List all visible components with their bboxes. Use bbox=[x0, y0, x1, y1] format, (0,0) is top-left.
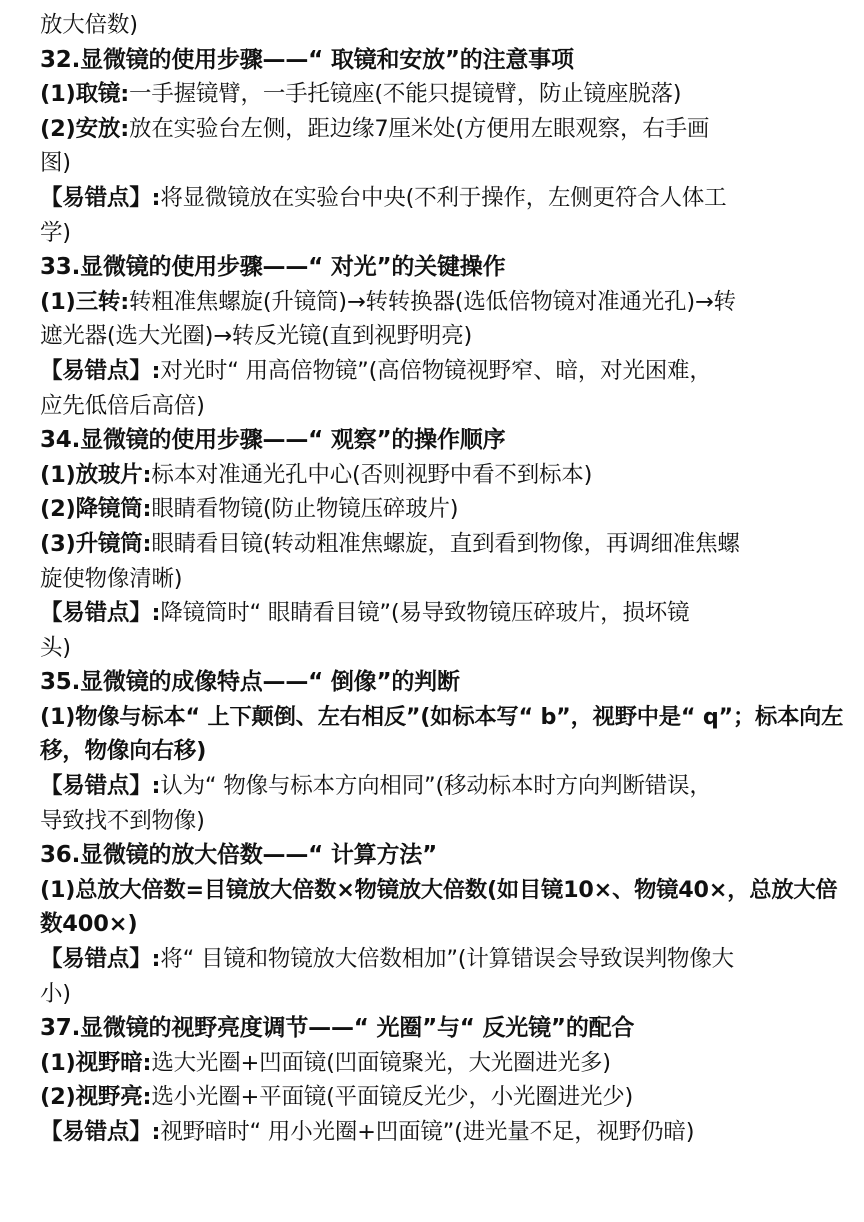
text-line bbox=[40, 907, 828, 942]
bold-run: (2)视野亮: bbox=[40, 1084, 152, 1111]
bold-run: 【易错点】: bbox=[40, 600, 161, 627]
text-line bbox=[40, 112, 828, 147]
text-run: 将显微镜放在实验台中央(不利于操作，左侧更符合人体工 bbox=[160, 184, 727, 211]
bold-run: (1)放玻片: bbox=[40, 461, 152, 488]
section-heading bbox=[40, 665, 828, 700]
bold-run: 【易错点】: bbox=[40, 773, 161, 800]
text-line bbox=[40, 596, 828, 631]
text-line bbox=[40, 527, 828, 562]
text-line bbox=[40, 769, 828, 804]
bold-run: (1)总放大倍数=目镜放大倍数×物镜放大倍数(如目镜10×、物镜40×，总放大倍 bbox=[40, 876, 838, 903]
text-line bbox=[40, 562, 828, 597]
section-heading bbox=[40, 1011, 828, 1046]
section-heading bbox=[40, 838, 828, 873]
text-run: 眼睛看物镜(防止物镜压碎玻片) bbox=[151, 496, 459, 523]
text-run: 标本对准通光孔中心(否则视野中看不到标本) bbox=[151, 461, 593, 488]
bold-run: 32.显微镜的使用步骤——“ 取镜和安放”的注意事项 bbox=[40, 46, 574, 73]
bold-run: 移，物像向右移) bbox=[40, 738, 207, 765]
section-heading bbox=[40, 43, 828, 78]
text-line bbox=[40, 216, 828, 251]
bold-run: (1)视野暗: bbox=[40, 1049, 152, 1076]
text-run: 旋使物像清晰) bbox=[40, 565, 183, 592]
bold-run: 【易错点】: bbox=[40, 1119, 161, 1145]
text-line bbox=[40, 181, 828, 216]
bold-run: 34.显微镜的使用步骤——“ 观察”的操作顺序 bbox=[40, 427, 506, 454]
text-line bbox=[40, 492, 828, 527]
bold-run: 数400×) bbox=[40, 911, 138, 938]
bold-run: (1)取镜: bbox=[40, 81, 130, 108]
text-run: 选大光圈+凹面镜(凹面镜聚光，大光圈进光多) bbox=[151, 1049, 611, 1076]
text-line bbox=[40, 1115, 828, 1150]
text-line bbox=[40, 354, 828, 389]
text-run: 小) bbox=[40, 980, 71, 1007]
bold-run: (2)降镜筒: bbox=[40, 496, 152, 523]
text-line bbox=[40, 734, 828, 769]
bold-run: (1)物像与标本“ 上下颠倒、左右相反”(如标本写“ b”，视野中是“ q”；标本向左 bbox=[40, 703, 844, 730]
text-line bbox=[40, 319, 828, 354]
text-line bbox=[40, 631, 828, 666]
text-run: 放在实验台左侧，距边缘7厘米处(方便用左眼观察，右手画 bbox=[129, 115, 710, 142]
text-line bbox=[40, 146, 828, 181]
section-heading bbox=[40, 423, 828, 458]
text-run: 遮光器(选大光圈)→转反光镜(直到视野明亮) bbox=[40, 323, 473, 350]
bold-run: 33.显微镜的使用步骤——“ 对光”的关键操作 bbox=[40, 254, 506, 281]
text-run: 图) bbox=[40, 150, 71, 177]
text-run: 降镜筒时“ 眼睛看目镜”(易导致物镜压碎玻片，损坏镜 bbox=[160, 600, 690, 627]
text-line bbox=[40, 977, 828, 1012]
bold-run: 36.显微镜的放大倍数——“ 计算方法” bbox=[40, 842, 437, 869]
text-line bbox=[40, 389, 828, 424]
text-run: 应先低倍后高倍) bbox=[40, 392, 205, 419]
text-run: 认为“ 物像与标本方向相同”(移动标本时方向判断错误， bbox=[160, 773, 712, 800]
text-run: 眼睛看目镜(转动粗准焦螺旋，直到看到物像，再调细准焦螺 bbox=[151, 530, 740, 557]
text-line bbox=[40, 1046, 828, 1081]
text-run: 视野暗时“ 用小光圈+凹面镜”(进光量不足，视野仍暗) bbox=[160, 1119, 695, 1145]
bold-run: 【易错点】: bbox=[40, 184, 161, 211]
text-line bbox=[40, 458, 828, 493]
text-run: 对光时“ 用高倍物镜”(高倍物镜视野窄、暗，对光困难， bbox=[160, 357, 712, 384]
bold-run: 35.显微镜的成像特点——“ 倒像”的判断 bbox=[40, 669, 460, 696]
text-run: 选小光圈+平面镜(平面镜反光少，小光圈进光少) bbox=[151, 1084, 634, 1111]
text-line bbox=[40, 285, 828, 320]
bold-run: 【易错点】: bbox=[40, 946, 161, 973]
text-run: 导致找不到物像) bbox=[40, 807, 205, 834]
text-run: 转粗准焦螺旋(升镜筒)→转转换器(选低倍物镜对准通光孔)→转 bbox=[129, 288, 736, 315]
bold-run: (3)升镜筒: bbox=[40, 530, 152, 557]
text-run: 将“ 目镜和物镜放大倍数相加”(计算错误会导致误判物像大 bbox=[160, 946, 734, 973]
text-line bbox=[40, 77, 828, 112]
bold-run: 【易错点】: bbox=[40, 357, 161, 384]
bold-run: (1)三转: bbox=[40, 288, 130, 315]
bold-run: 37.显微镜的视野亮度调节——“ 光圈”与“ 反光镜”的配合 bbox=[40, 1015, 635, 1042]
text-run: 学) bbox=[40, 219, 71, 246]
text-run: 放大倍数) bbox=[40, 12, 138, 38]
bold-run: (2)安放: bbox=[40, 115, 130, 142]
section-heading bbox=[40, 250, 828, 285]
text-line bbox=[40, 1080, 828, 1115]
text-run: 一手握镜臂，一手托镜座(不能只提镜臂，防止镜座脱落) bbox=[129, 81, 682, 108]
text-line bbox=[40, 804, 828, 839]
text-line bbox=[40, 873, 838, 908]
text-line bbox=[40, 942, 828, 977]
text-run: 头) bbox=[40, 634, 71, 661]
text-line bbox=[40, 8, 828, 43]
text-line bbox=[40, 700, 844, 735]
